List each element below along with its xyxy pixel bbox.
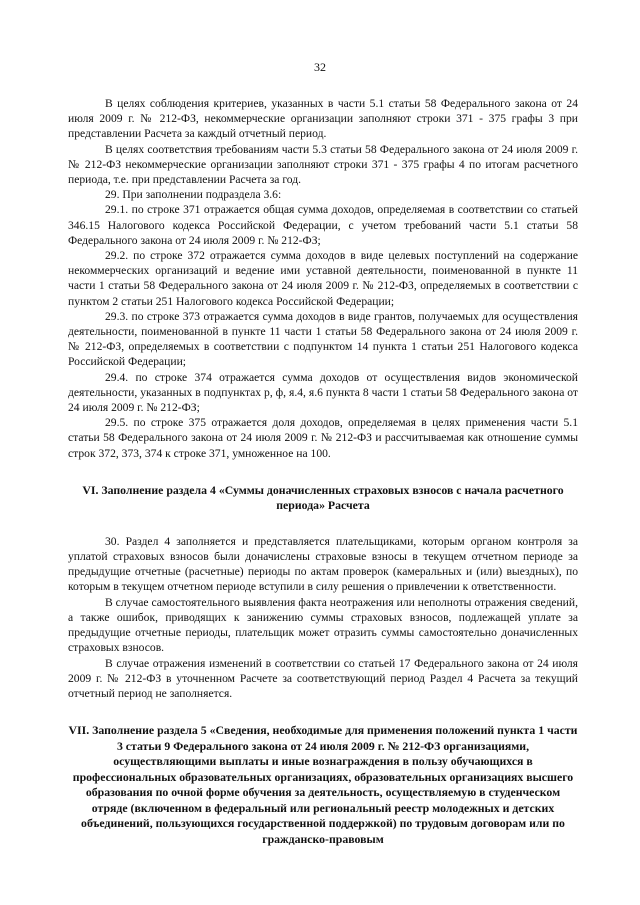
section-heading-vii: VII. Заполнение раздела 5 «Сведения, необходимые для применения положений пункта 1 части 3 статьи 9 Федерального закона от 24 июля 2009 г. № 212-ФЗ организациями, осуществляющими выплаты и иные вознаграждения в пользу обучающихся в профессиональных образовательных организациях, образовательных организациях высшего образования по очной форме обучения за деятельность, осуществляемую в студенческом отряде (включенном в федеральный или региональный реестр молодежных и детских объединений, пользующихся государственной поддержкой) по трудовым договорам или по гражданско-правовым: [68, 723, 578, 846]
paragraph-requirements-5-3: В целях соответствия требованиям части 5.3 статьи 58 Федерального закона от 24 июля 2009 г. № 212-ФЗ некоммерческие организации заполняют строки 371 - 375 графы 4 по итогам расчетного периода, т.е. при представлении Расчета за год.: [68, 142, 578, 187]
paragraph-29-1: 29.1. по строке 371 отражается общая сумма доходов, определяемая в соответствии со статьей 346.15 Налогового кодекса Российской Федерации, с учетом требований части 5.1 статьи 58 Федерального закона от 24 июля 2009 г. № 212-ФЗ;: [68, 203, 578, 247]
paragraph-criteria-5-1: В целях соблюдения критериев, указанных в части 5.1 статьи 58 Федерального закона от 24 июля 2009 г. № 212-ФЗ, некоммерческие организации заполняют строки 371 - 375 графы 3 при представлении Расчета за каждый отчетный период.: [68, 97, 578, 141]
paragraph-29-intro: 29. При заполнении подраздела 3.6:: [105, 188, 282, 202]
paragraph-self-detection: В случае самостоятельного выявления факта неотражения или неполноты отражения сведений, а также ошибок, приводящих к занижению суммы страховых взносов, подлежащей уплате за предыдущие отчетные периоды, плательщик может отразить суммы самостоятельно доначисленных страховых взносов.: [68, 595, 578, 655]
paragraph-29-5: 29.5. по строке 375 отражается доля доходов, определяемая в целях применения части 5.1 статьи 58 Федерального закона от 24 июля 2009 г. № 212-ФЗ и рассчитываемая как отношение суммы строк 372, 373, 374 к строке 371, умноженное на 100.: [68, 416, 578, 460]
page-number: 32: [314, 60, 326, 74]
paragraph-29-2: 29.2. по строке 372 отражается сумма доходов в виде целевых поступлений на содержание некоммерческих организаций и ведение ими уставной деятельности, поименованной в пункте 11 части 1 статьи 58 Федерального закона от 24 июля 2009 г. № 212-ФЗ, определяемых в соответствии с пунктом 2 статьи 251 Налогового кодекса Российской Федерации;: [68, 249, 578, 308]
paragraph-30: 30. Раздел 4 заполняется и представляется плательщиками, которым органом контроля за уплатой страховых взносов были доначислены страховые взносы в текущем отчетном периоде за предыдущие отчетные (расчетные) периоды по актам проверок (камеральных и (или) выездных), по которым в текущем отчетном периоде вступили в силу решения о привлечении к ответственности.: [68, 534, 578, 594]
paragraph-article-17: В случае отражения изменений в соответствии со статьей 17 Федерального закона от 24 июля 2009 г. № 212-ФЗ в уточненном Расчете за соответствующий период Раздел 4 Расчета за текущий отчетный период не заполняется.: [68, 656, 578, 700]
document-body: [68, 96, 578, 847]
section-heading-vi: VI. Заполнение раздела 4 «Суммы доначисленных страховых взносов с начала расчетного периода» Расчета: [82, 482, 564, 513]
paragraph-29-4: 29.4. по строке 374 отражается сумма доходов от осуществления видов экономической деятельности, указанных в подпунктах р, ф, я.4, я.6 пункта 8 части 1 статьи 58 Федерального закона от 24 июля 2009 г. № 212-ФЗ;: [68, 370, 578, 415]
paragraph-29-3: 29.3. по строке 373 отражается сумма доходов в виде грантов, получаемых для осуществления деятельности, поименованной в пункте 11 части 1 статьи 58 Федерального закона от 24 июля 2009 г. № 212-ФЗ, определяемых в соответствии с подпунктом 14 пункта 1 статьи 251 Налогового кодекса Российской Федерации;: [68, 309, 578, 369]
